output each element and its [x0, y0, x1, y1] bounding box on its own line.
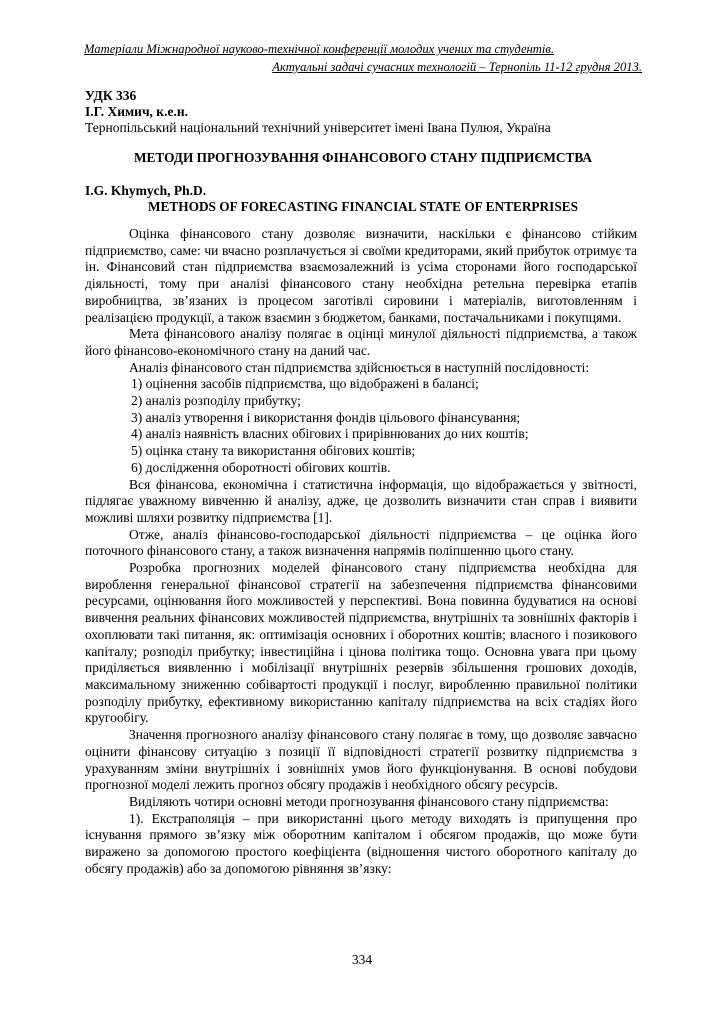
- list-item: 1) оцінення засобів підприємства, що відображені в балансі;: [131, 376, 479, 392]
- running-header-line1: Матеріали Міжнародної науково-технічної конференції молодих учених та студентів.: [84, 42, 555, 56]
- paragraph: Розробка прогнозних моделей фінансового стану підприємства необхідна для вироблення генеральної фінансової стратегії на забезпечення підприємства фінансовими ресурсами, оцінювання його можливостей у перспективі. Вона повинна будуватися на основі вивчення реальних фінансових можливостей підприємства, внутрішніх та зовнішніх факторів і охоплювати такі питання, як: оптимізація основних і оборотних коштів; власного і позикового капіталу; розподіл прибутку; інвестиційна і цінова політика тощо. Основна увага при цьому приділяється виявленню і мобілізації внутрішніх резервів збільшення грошових доходів, максимальному зниженню собівартості продукції і послуг, виробленню правильної політики розподілу прибутку, ефективному використанню капіталу підприємства на всіх стадіях його кругообігу.: [85, 560, 637, 726]
- paragraph: Вся фінансова, економічна і статистична інформація, що відображається у звітності, підлягає уважному вивченню й аналізу, адже, це дозволить визначити стан справ і виявити можливі шляхи розвитку підприємства [1].: [85, 476, 637, 525]
- article-body: [85, 226, 637, 877]
- title-en: METHODS OF FORECASTING FINANCIAL STATE OF ENTERPRISES: [147, 199, 578, 214]
- paragraph: Аналіз фінансового стан підприємства здійснюється в наступній послідовності:: [129, 359, 590, 375]
- running-header-line2: Актуальні задачі сучасних технологій – Тернопіль 11-12 грудня 2013.: [272, 60, 642, 74]
- paragraph: Оцінка фінансового стану дозволяє визначити, наскільки є фінансово стійким підприємство, саме: чи вчасно розплачується зі своїми кредиторами, який прибуток отримує та ін. Фінансовий стан підприємства взаємозалежний із усіма сторонами його господарської діяльності, тому при аналізі фінансового стану необхідна ретельна перевірка етапів виробництва, зв’язаних із процесом заготівлі сировини і матеріалів, виготовленням і реалізацією продукції, а також взаємин з бюджетом, банками, постачальниками і покупцями.: [85, 226, 637, 325]
- paragraph: Виділяють чотири основні методи прогнозування фінансового стану підприємства:: [129, 793, 609, 809]
- affiliation: Тернопільський національний технічний університет імені Івана Пулюя, Україна: [85, 120, 551, 135]
- paragraph: 1). Екстраполяція – при використанні цього методу виходять із припущення про існування прямого зв’язку між оборотним капіталом і обсягом продажів, що може бути виражено за допомогою простого коефіцієнта (відношення чистого оборотного капіталу до обсягу продажів) або за допомогою рівняння зв’язку:: [85, 810, 637, 876]
- author-en: I.G. Khymych, Ph.D.: [85, 183, 207, 198]
- author-ua: І.Г. Химич, к.е.н.: [85, 104, 188, 119]
- udk-code: УДК 336: [85, 88, 137, 103]
- list-item: 3) аналіз утворення і використання фондів цільового фінансування;: [131, 409, 521, 425]
- list-item: 4) аналіз наявність власних обігових і прирівнюваних до них коштів;: [131, 426, 529, 442]
- title-ua: МЕТОДИ ПРОГНОЗУВАННЯ ФІНАНСОВОГО СТАНУ ПІДПРИЄМСТВА: [134, 150, 592, 165]
- paragraph: Значення прогнозного аналізу фінансового стану полягає в тому, що дозволяє завчасно оцінити фінансову ситуацію з позиції її відповідності стратегії розвитку підприємства з урахуванням зміни внутрішніх і зовнішніх умов його функціонування. В основі побудови прогнозної моделі лежить прогноз обсягу продажів і необхідного обсягу ресурсів.: [85, 727, 637, 793]
- list-item: 2) аналіз розподілу прибутку;: [131, 393, 301, 409]
- paragraph: Отже, аналіз фінансово-господарської діяльності підприємства – це оцінка його поточного фінансового стану, а також визначення напрямів поліпшенню цього стану.: [85, 526, 637, 559]
- list-item: 5) оцінка стану та використання обігових коштів;: [131, 443, 416, 459]
- paragraph: Мета фінансового аналізу полягає в оцінці минулої діяльності підприємства, а також його фінансово-економічного стану на даний час.: [85, 326, 637, 358]
- list-item: 6) дослідження оборотності обігових коштів.: [131, 459, 391, 475]
- page-number: 334: [351, 952, 373, 967]
